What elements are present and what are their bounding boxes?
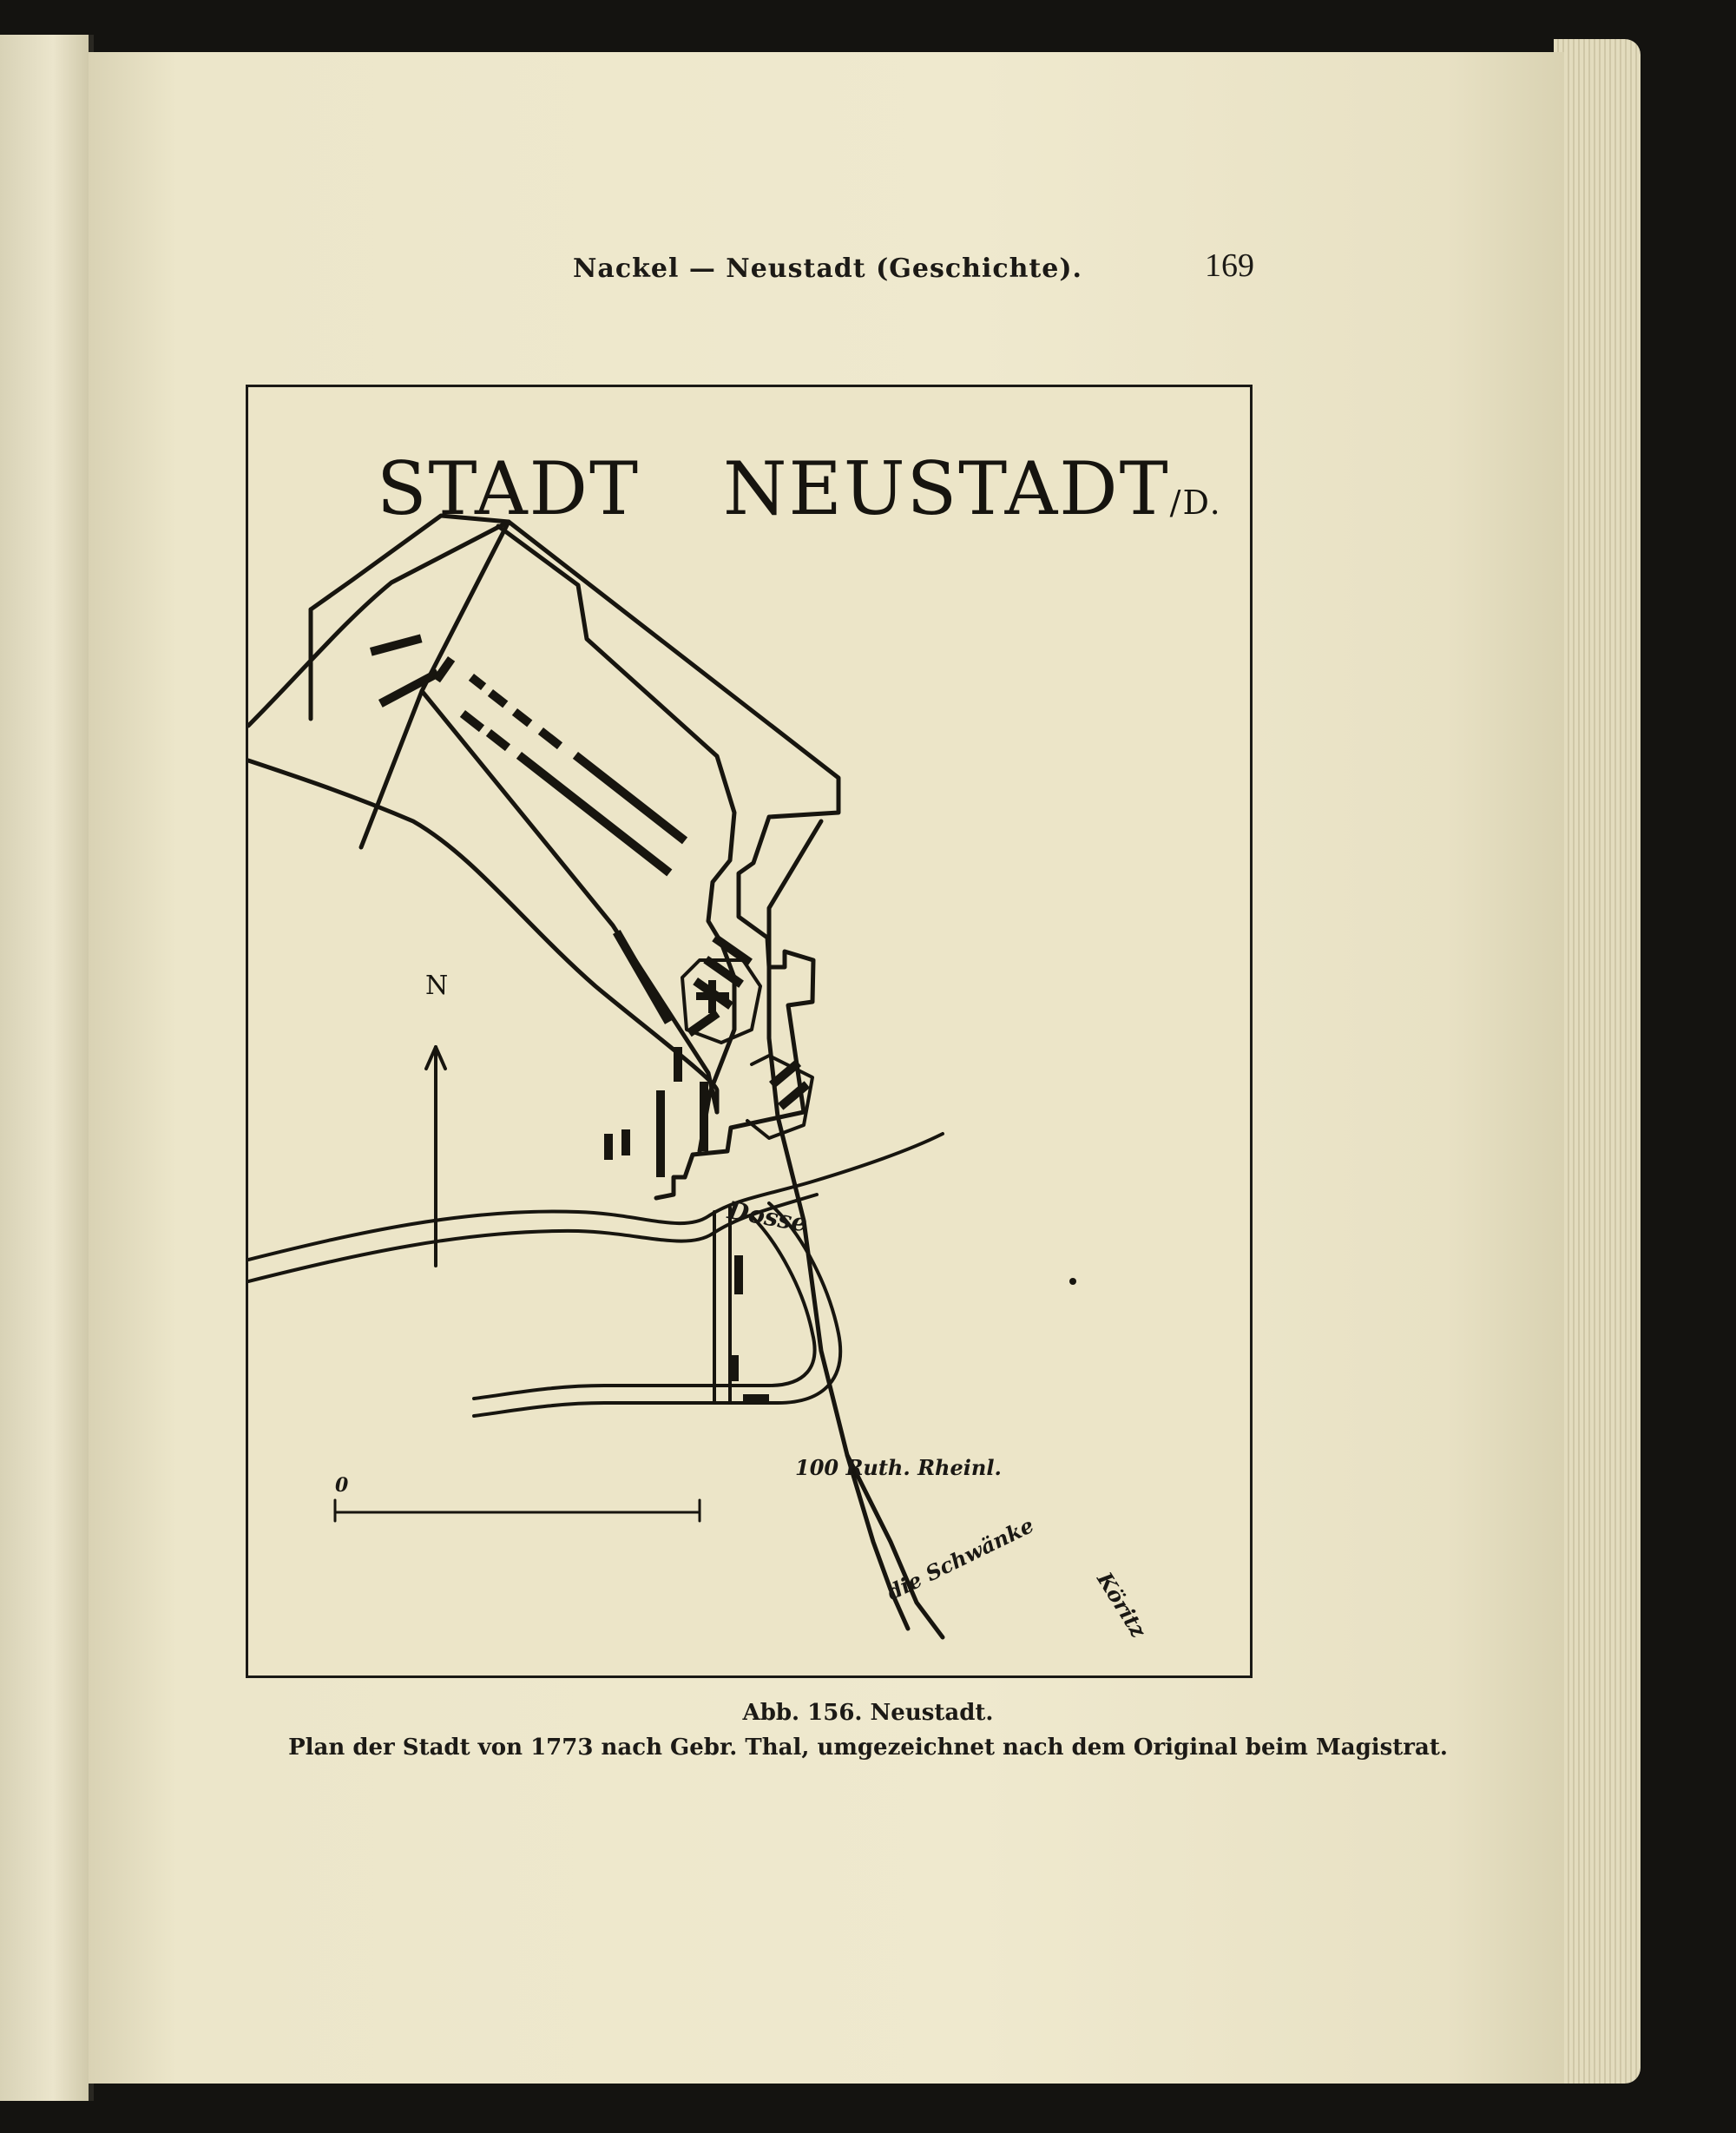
north-label: N [425, 971, 449, 1001]
river-dosse-north [248, 1134, 943, 1260]
book-cover-edge [0, 35, 94, 2101]
building-16 [674, 1047, 682, 1082]
running-header: Nackel — Neustadt (Geschichte). [573, 253, 1082, 284]
building-22 [656, 1116, 665, 1177]
building-26 [730, 1355, 739, 1381]
building-5 [488, 689, 508, 708]
building-21 [700, 1082, 708, 1151]
building-18 [656, 1090, 665, 1116]
road-label-schwaenke: die Schwänke [882, 1512, 1038, 1605]
building-6 [512, 708, 532, 727]
road-label-koeritz: Köritz [1092, 1567, 1152, 1643]
building-20 [778, 1081, 810, 1109]
town-wall [311, 516, 838, 1198]
map-title [377, 446, 1222, 531]
scale-label: 100 Ruth. Rheinl. [795, 1455, 1002, 1480]
building-25 [734, 1255, 743, 1294]
scale-zero-label: 0 [335, 1474, 349, 1497]
building-27 [743, 1394, 769, 1403]
map-title-word-2: NEUSTADT [723, 446, 1170, 531]
west-road-1 [248, 522, 509, 847]
map-title-suffix: /D. [1169, 484, 1222, 522]
page-stack-edge [1554, 39, 1641, 2084]
figure-caption-text: Plan der Stadt von 1773 nach Gebr. Thal, umgezeichnet nach dem Original beim Magistrat. [288, 1735, 1448, 1761]
building-1 [370, 634, 423, 655]
river-branch-1 [474, 1216, 815, 1399]
church-cross-h [696, 992, 729, 1000]
building-23 [621, 1129, 630, 1155]
building-8 [573, 752, 687, 844]
building-24 [604, 1134, 613, 1160]
building-10 [486, 729, 510, 751]
map-dot [1069, 1278, 1076, 1285]
river-label: Dosse [725, 1195, 810, 1238]
building-4 [469, 674, 486, 690]
building-7 [538, 727, 562, 749]
page-number: 169 [1205, 247, 1254, 284]
city-plan-drawing [248, 387, 1250, 1675]
building-9 [460, 710, 484, 732]
building-17 [687, 1010, 720, 1037]
map-title-word-1: STADT [377, 446, 641, 531]
east-road-2 [847, 1455, 943, 1637]
figure-caption-number: Abb. 156. Neustadt. [742, 1700, 994, 1726]
city-plan-figure [246, 385, 1253, 1678]
